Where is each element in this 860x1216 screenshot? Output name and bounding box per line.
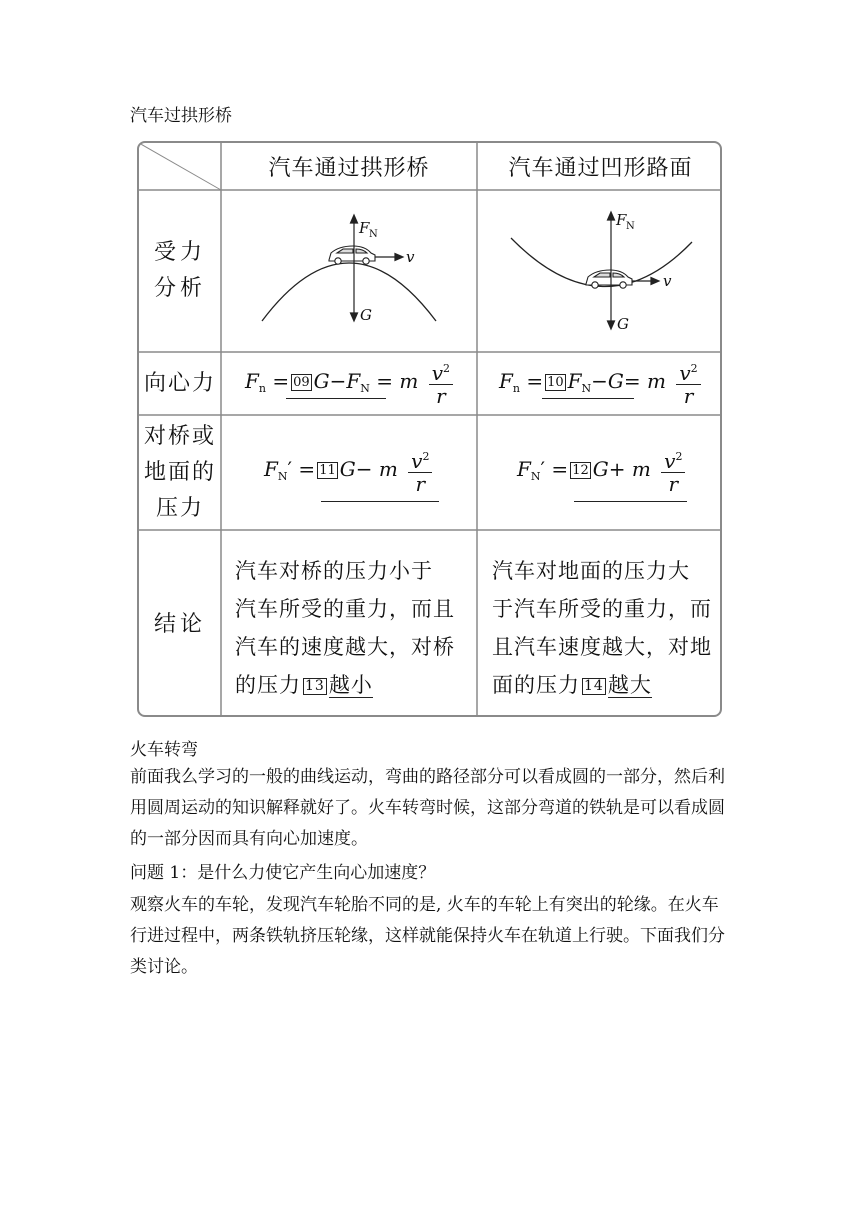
g-label-right: G <box>617 315 629 333</box>
equation-pressure-arch: $F_N' = 11$ G− m $\frac{v^2}{r}$ <box>264 446 432 495</box>
paragraph-wheel: 观察火车的车轮，发现汽车轮胎不同的是, 火车的车轮上有突出的轮缘。在火车行进过程中，两条铁轨挤压轮缘，这样就能保持火车在轨道上行驶。下面我们分类讨论。 <box>130 895 725 977</box>
row-label-force-l1: 受力 <box>153 240 206 265</box>
answer-underline-10 <box>542 398 634 399</box>
answer-box-10: 10 <box>547 375 564 390</box>
header-concave-road: 汽车通过凹形路面 <box>508 156 693 181</box>
conclusion-arch: 汽车对桥的压力小于 汽车所受的重力，而且 汽车的速度越大，对桥 的压力 13 越小 <box>235 559 455 697</box>
header-arch-bridge: 汽车通过拱形桥 <box>268 156 430 181</box>
v-label-right: v <box>663 272 672 290</box>
answer-underline-09 <box>286 398 386 399</box>
equation-pressure-concave: $F_N' = 12$ G+ m $\frac{v^2}{r}$ <box>517 446 685 495</box>
fn-label-left: F <box>359 219 370 237</box>
heading-train-turning: 火车转弯 <box>130 740 198 760</box>
answer-underline-11 <box>321 501 439 502</box>
fn-sub-right: N <box>626 221 635 232</box>
row-label-force-analysis <box>139 190 221 352</box>
row-label-pressure <box>139 415 221 530</box>
row-label-force-l2: 分析 <box>153 276 206 301</box>
heading-arch-bridge: 汽车过拱形桥 <box>130 106 232 126</box>
car-icon-right <box>586 270 632 288</box>
g-label-left: G <box>360 306 372 324</box>
row-label-conclusion: 结论 <box>153 611 206 637</box>
answer-14: 越大 <box>607 673 652 697</box>
row-label-pressure-l2: 地面的 <box>143 459 216 485</box>
conclusion-concave: 汽车对地面的压力大 于汽车所受的重力，而 且汽车速度越大，对地 面的压力 14 越大 <box>492 559 712 697</box>
question-1: 问题 1：是什么力使它产生向心加速度？ <box>130 863 436 883</box>
answer-box-13: 13 <box>305 678 325 694</box>
car-icon-left <box>329 246 375 264</box>
row-label-centripetal: 向心力 <box>143 370 216 396</box>
equation-centripetal-arch: $F_n = 09$ $G-F_N = m$ $\frac{v^2}{r}$ <box>245 358 453 407</box>
comparison-table <box>137 141 722 717</box>
paragraph-intro: 前面我么学习的一般的曲线运动，弯曲的路径部分可以看成圆的一部分，然后利用圆周运动的知识解释就好了。火车转弯时候，这部分弯道的铁轨是可以看成圆的一部分因而具有向心加速度。 <box>130 767 725 849</box>
answer-underline-12 <box>574 501 687 502</box>
row-label-pressure-l1: 对桥或 <box>143 423 216 449</box>
fn-label-right: F <box>616 211 627 229</box>
v-label-left: v <box>406 248 415 266</box>
equation-centripetal-concave: $F_n = 10$ $F_N-G= m$ $\frac{v^2}{r}$ <box>499 358 701 407</box>
answer-box-09: 09 <box>293 375 310 390</box>
answer-box-14: 14 <box>584 678 604 694</box>
fn-sub-left: N <box>369 229 378 240</box>
answer-box-11: 11 <box>319 463 336 478</box>
row-label-pressure-l3: 压力 <box>155 495 204 521</box>
answer-13: 越小 <box>328 673 373 697</box>
arch-bridge-diagram <box>262 263 436 321</box>
answer-box-12: 12 <box>572 463 589 478</box>
